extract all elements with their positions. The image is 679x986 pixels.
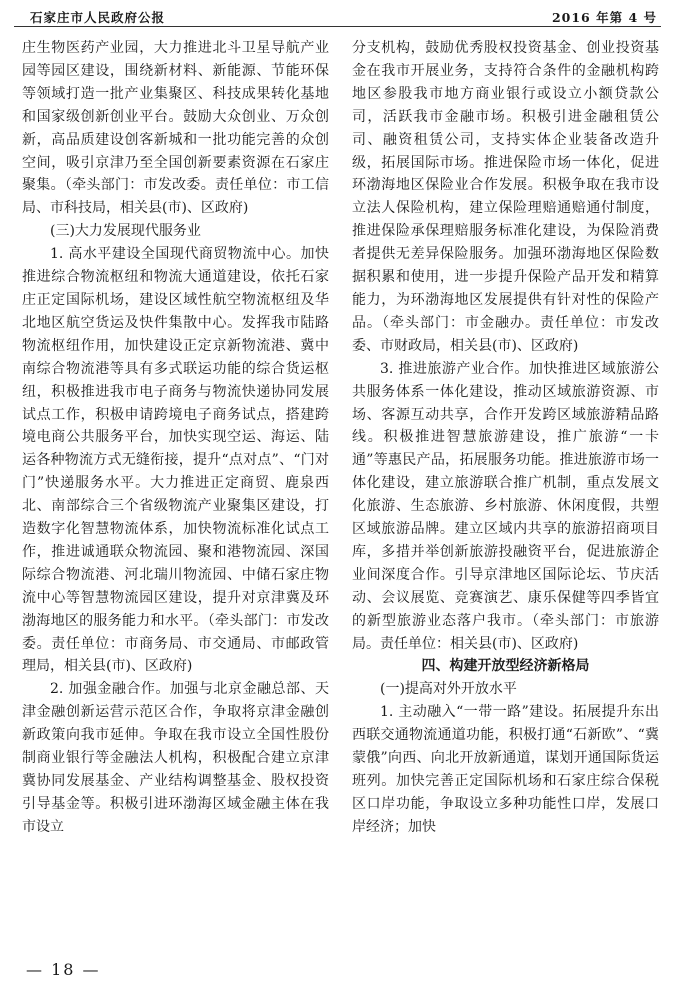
paragraph: 1. 主动融入“一带一路”建设。拓展提升东出西联交通物流通道功能，积极打通“石新欧”、“冀蒙俄”向西、向北开放新通道，谋划开通国际货运班列。加快完善正定国际机场和石家庄综合保税区口岸功能，争取设立多种功能性口岸，发展口岸经济；加快: [352, 704, 659, 835]
page-number: — 18 —: [26, 960, 101, 979]
paragraph: 2. 加强金融合作。加强与北京金融总部、天津金融创新运营示范区合作，争取将京津金融创新政策向我市延伸。争取在我市设立全国性股份制商业银行等金融法人机构，积极配合建立京津冀协同发展基金、产业结构调整基金、股权投资引导基金等。积极引进环渤海区域金融主体在我市设立: [22, 681, 329, 835]
paragraph: 庄生物医药产业园，大力推进北斗卫星导航产业园等园区建设，围绕新材料、新能源、节能环保等领域打造一批产业集聚区、科技成果转化基地和国家级创新创业平台。鼓励大众创业、万众创新，高品质建设创客新城和一批功能完善的众创空间，吸引京津乃至全国创新要素资源在石家庄聚集。（牵头部门：市发改委。责任单位：市工信局、市科技局，相关县(市)、区政府): [22, 40, 329, 217]
section-heading: 四、构建开放型经济新格局: [421, 658, 590, 675]
issue-number: 2016 年第 4 号: [551, 10, 657, 25]
paragraph: 分支机构，鼓励优秀股权投资基金、创业投资基金在我市开展业务，支持符合条件的金融机构跨地区参股我市地方商业银行或设立小额贷款公司，活跃我市金融市场。积极引进金融租赁公司、融资租赁公司，支持实体企业装备改造升级，拓展国际市场。推进保险市场一体化，促进环渤海地区保险业合作发展。积极争取在我市设立法人保险机构，建立保险理赔通赔通付制度，推进保险承保理赔服务标准化建设，为保险消费者提供无差异保险服务。加强环渤海地区保险数据积累和使用，进一步提升保险产品开发和精算能力，为环渤海地区发展提供有针对性的保险产品。（牵头部门：市金融办。责任单位：市发改委、市财政局，相关县(市)、区政府): [352, 40, 659, 354]
journal-title: 石家庄市人民政府公报: [30, 10, 166, 25]
paragraph: 3. 推进旅游产业合作。加快推进区域旅游公共服务体系一体化建设，推动区域旅游资源、市场、客源互动共享，合作开发跨区域旅游精品路线。积极推进智慧旅游建设，推广旅游“一卡通”等惠民产品，拓展服务功能。推进旅游市场一体化建设，建立旅游联合推广机制，重点发展文化旅游、生态旅游、乡村旅游、休闲度假，共塑区域旅游品牌。建立区域内共享的旅游招商项目库，多措并举创新旅游投融资平台，促进旅游企业间深度合作。引导京津地区国际论坛、节庆活动、会议展览、竞赛演艺、康乐保健等四季皆宜的新型旅游业态落户我市。（牵头部门：市旅游局。责任单位：相关县(市)、区政府): [352, 360, 659, 652]
section-subheading: (三)大力发展现代服务业: [50, 223, 201, 240]
paragraph: 1. 高水平建设全国现代商贸物流中心。加快推进综合物流枢纽和物流大通道建设，依托石家庄正定国际机场，建设区域性航空物流枢纽及华北地区航空货运及快件集散中心。发挥我市陆路物流枢纽作用，加快建设正定京新物流港、冀中南综合物流港等具有多式联运功能的综合货运枢纽，积极推进我市电子商务与物流快递协同发展试点工作，积极申请跨境电子商务试点，搭建跨境电商公共服务平台，加快实现空运、海运、陆运各种物流方式无缝衔接，提升“点对点”、“门对门”快递服务水平。大力推进正定商贸、鹿泉西北、南部综合三个省级物流产业聚集区建设，打造数字化智慧物流体系，加快物流标准化试点工作，推进诚通联众物流园、聚和港物流园、深国际综合物流港、河北瑞川物流园、中储石家庄物流中心等智慧物流园区建设，提升对京津冀及环渤海地区的服务能力和水平。（牵头部门：市发改委。责任单位：市商务局、市交通局、市邮政管理局，相关县(市)、区政府): [22, 246, 329, 675]
left-column: [22, 37, 329, 959]
page-header: [14, 6, 661, 27]
section-subheading: (一)提高对外开放水平: [380, 681, 517, 698]
right-column: [352, 37, 659, 959]
